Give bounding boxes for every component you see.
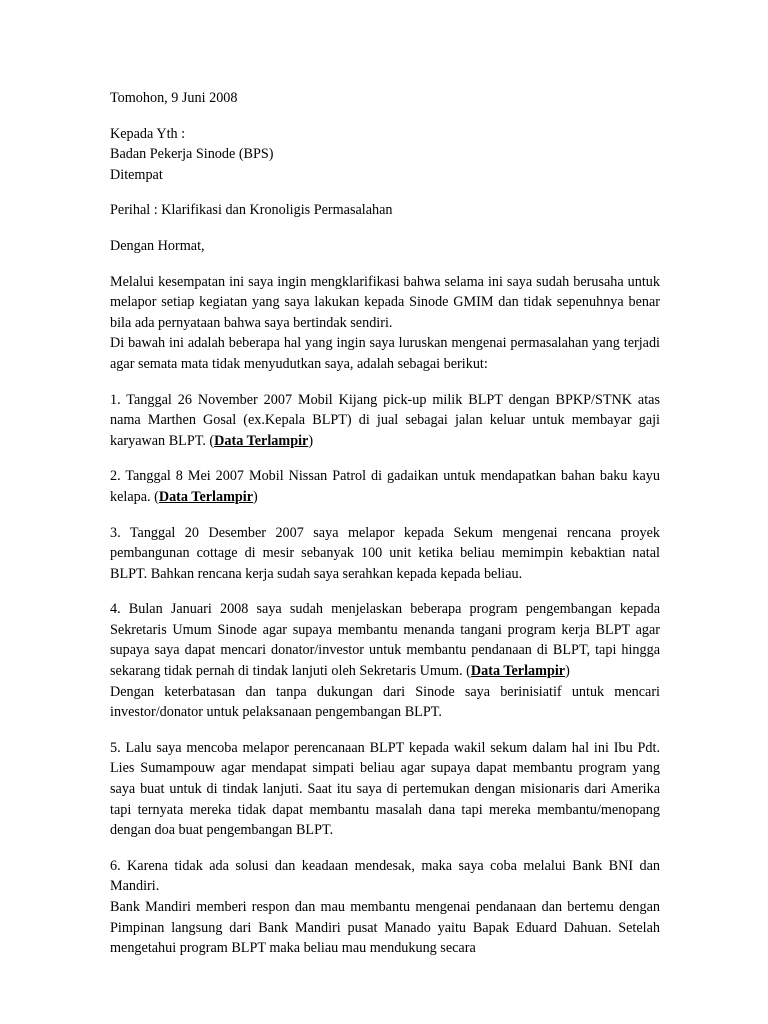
date-line: Tomohon, 9 Juni 2008 <box>110 90 238 106</box>
list-item-4-followup: Dengan keterbatasan dan tanpa dukungan dari Sinode saya berinisiatif untuk mencari investor/donator untuk pelaksanaan pengembangan BLPT. <box>110 683 660 721</box>
list-item-2 <box>110 466 660 507</box>
addressee-line-2: Badan Pekerja Sinode (BPS) <box>110 146 274 163</box>
list-item-2-text-after: ) <box>253 488 258 505</box>
list-item-1-text: 1. Tanggal 26 November 2007 Mobil Kijang pick-up milik BLPT dengan BPKP/STNK atas nama Marthen Gosal (ex.Kepala BLPT) di jual sebagai jalan keluar untuk membayar gaji karyawan BLPT. ( <box>110 391 660 449</box>
list-item-6-part-2: Bank Mandiri memberi respon dan mau membantu mengenai pendanaan dan bertemu dengan Pimpinan langsung dari Bank Mandiri pusat Manado yaitu Bapak Eduard Dahuan. Setelah mengetahui program BLPT maka beliau mau mendukung secara <box>110 899 660 957</box>
list-item-4-emphasis: Data Terlampir <box>470 663 566 680</box>
subject-line: Perihal : Klarifikasi dan Kronoligis Permasalahan <box>110 202 393 219</box>
salutation: Dengan Hormat, <box>110 237 205 254</box>
list-item-5: 5. Lalu saya mencoba melapor perencanaan BLPT kepada wakil sekum dalam hal ini Ibu Pdt. Lies Sumampouw agar mendapat simpati beliau agar supaya dapat membantu program yang saya buat untuk di tindak lanjuti. Saat itu saya di pertemukan dengan misionaris dari Amerika tapi ternyata mereka tidak dapat membantu masalah dana tapi mereka membantu/menopang dengan doa buat pengembangan BLPT. <box>110 739 660 839</box>
list-item-6-part-1: 6. Karena tidak ada solusi dan keadaan mendesak, maka saya coba melalui Bank BNI dan Mandiri. <box>110 857 660 895</box>
addressee-line-1: Kepada Yth : <box>110 125 186 142</box>
addressee-line-3: Ditempat <box>110 166 163 183</box>
list-item-3-text: 3. Tanggal 20 Desember 2007 saya melapor kepada Sekum mengenai rencana proyek pembangunan cottage di mesir sebanyak 100 unit ketika beliau memimpin kebaktian natal BLPT. Bahkan rencana kerja sudah saya serahkan kepada kepada beliau. <box>110 524 660 582</box>
list-item-4 <box>110 599 660 681</box>
list-item-1-emphasis: Data Terlampir <box>214 432 309 449</box>
list-item-4-text-after: ) <box>565 663 570 680</box>
list-item-2-text: 2. Tanggal 8 Mei 2007 Mobil Nissan Patrol di gadaikan untuk mendapatkan bahan baku kayu kelapa. ( <box>110 468 660 505</box>
list-item-1 <box>110 390 660 452</box>
list-item-2-emphasis: Data Terlampir <box>158 488 254 505</box>
list-item-1-text-after: ) <box>308 432 314 449</box>
letter-body <box>110 88 660 959</box>
intro-paragraph-1: Melalui kesempatan ini saya ingin mengklarifikasi bahwa selama ini saya sudah berusaha untuk melapor setiap kegiatan yang saya lakukan kepada Sinode GMIM dan tidak sepenuhnya benar bila ada pernyataan bahwa saya bertindak sendiri. <box>110 273 660 331</box>
addressee-block <box>110 124 660 186</box>
list-item-3 <box>110 523 660 585</box>
list-item-4-text: 4. Bulan Januari 2008 saya sudah menjelaskan beberapa program pengembangan kepada Sekretaris Umum Sinode agar supaya membantu menanda tangani program kerja BLPT agar supaya saya dapat mencari donator/investor untuk membantu pendanaan di BLPT, tapi hingga sekarang tidak pernah di tindak lanjuti oleh Sekretaris Umum. ( <box>110 601 660 680</box>
intro-paragraph-2: Di bawah ini adalah beberapa hal yang ingin saya luruskan mengenai permasalahan yang terjadi agar semata mata tidak menyudutkan saya, adalah sebagai berikut: <box>110 335 660 372</box>
